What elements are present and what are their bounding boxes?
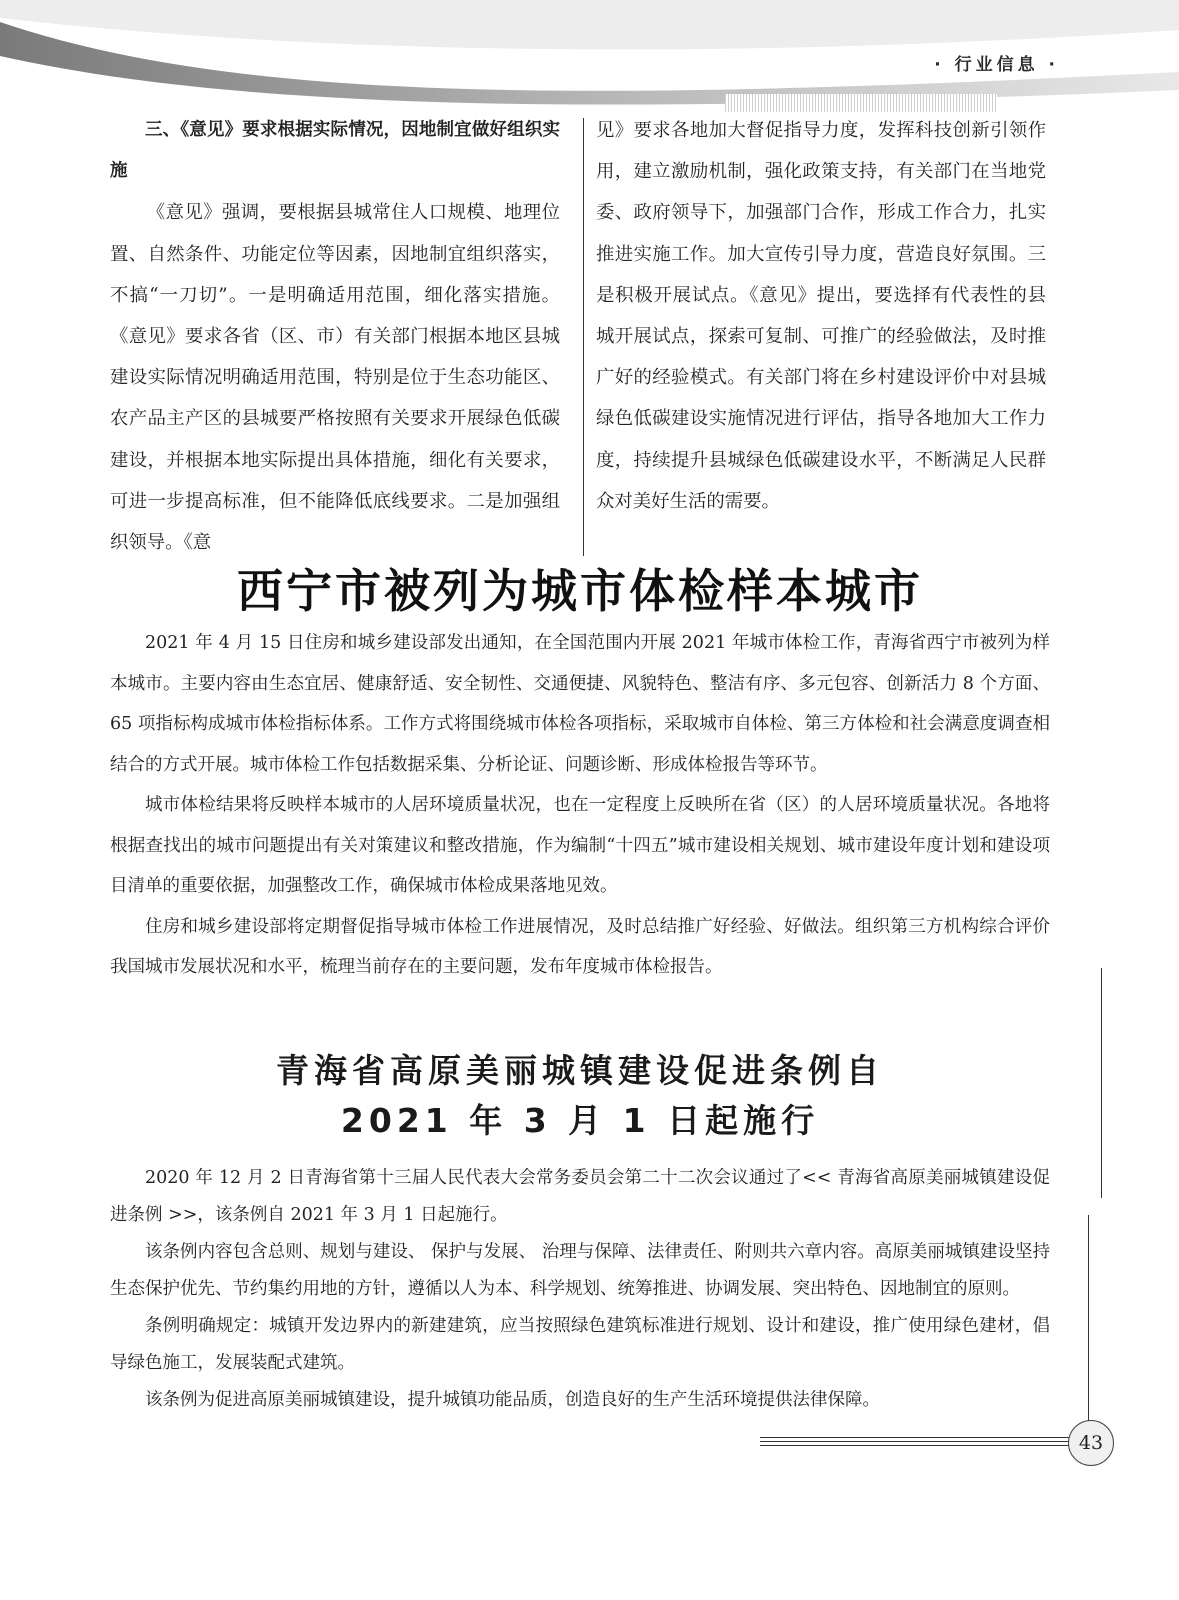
right-column [596, 110, 1046, 522]
section-label: · 行业信息 · [934, 55, 1059, 75]
article1-paragraph: 住房和城乡建设部将定期督促指导城市体检工作进展情况，及时总结推广好经验、好做法。组织第三方机构综合评价我国城市发展状况和水平，梳理当前存在的主要问题，发布年度城市体检报告。 [110, 916, 1050, 977]
decorative-horizontal-rule [760, 1437, 1072, 1438]
article2-title-line2: 2021 年 3 月 1 日起施行 [340, 1101, 820, 1140]
decorative-horizontal-rule [760, 1441, 1072, 1442]
article2-paragraph: 该条例为促进高原美丽城镇建设，提升城镇功能品质，创造良好的生产生活环境提供法律保障。 [145, 1390, 880, 1410]
article1-body [110, 623, 1050, 988]
article2-title-line1: 青海省高原美丽城镇建设促进条例自 [276, 1051, 884, 1090]
article2-paragraph: 条例明确规定：城镇开发边界内的新建建筑，应当按照绿色建筑标准进行规划、设计和建设，推广使用绿色建材，倡导绿色施工，发展装配式建筑。 [110, 1316, 1050, 1373]
article1-title: 西宁市被列为城市体检样本城市 [237, 564, 923, 618]
decorative-vertical-rule [1088, 1215, 1089, 1425]
article2-body [110, 1160, 1050, 1419]
right-column-paragraph: 见》要求各地加大督促指导力度，发挥科技创新引领作用，建立激励机制，强化政策支持，有关部门在当地党委、政府领导下，加强部门合作，形成工作合力，扎实推进实施工作。加大宣传引导力度，营造良好氛围。三是积极开展试点。《意见》提出，要选择有代表性的县城开展试点，探索可复制、可推广的经验做法，及时推广好的经验模式。有关部门将在乡村建设评价中对县城绿色低碳建设实施情况进行评估，指导各地加大工作力度，持续提升县城绿色低碳建设水平，不断满足人民群众对美好生活的需要。 [596, 120, 1046, 512]
decorative-vertical-rule [1101, 968, 1102, 1198]
left-column [110, 110, 560, 563]
column-divider [583, 118, 584, 556]
article2-paragraph: 该条例内容包含总则、规划与建设、 保护与发展、 治理与保障、法律责任、附则共六章内容。高原美丽城镇建设坚持生态保护优先、节约集约用地的方针，遵循以人为本、科学规划、统筹推进、协调发展、突出特色、因地制宜的原则。 [110, 1242, 1050, 1299]
article2-title [110, 1046, 1050, 1146]
page-number: 43 [1068, 1420, 1114, 1466]
section-subheading: 三、《意见》要求根据实际情况，因地制宜做好组织实施 [110, 120, 560, 182]
decorative-horizontal-rule [760, 1445, 1072, 1446]
article2-paragraph: 2020 年 12 月 2 日青海省第十三届人民代表大会常务委员会第二十二次会议通过了<< 青海省高原美丽城镇建设促进条例 >>，该条例自 2021 年 3 月 1 日起施行。 [110, 1168, 1050, 1225]
article1-paragraph: 城市体检结果将反映样本城市的人居环境质量状况，也在一定程度上反映所在省（区）的人居环境质量状况。各地将根据查找出的城市问题提出有关对策建议和整改措施，作为编制“十四五”城市建设相关规划、城市建设年度计划和建设项目清单的重要依据，加强整改工作，确保城市体检成果落地见效。 [110, 795, 1050, 896]
article1-paragraph: 2021 年 4 月 15 日住房和城乡建设部发出通知，在全国范围内开展 2021 年城市体检工作，青海省西宁市被列为样本城市。主要内容由生态宜居、健康舒适、安全韧性、交通便捷、风貌特色、整洁有序、多元包容、创新活力 8 个方面、65 项指标构成城市体检指标体系。工作方式将围绕城市体检各项指标，采取城市自体检、第三方体检和社会满意度调查相结合的方式开展。城市体检工作包括数据采集、分析论证、问题诊断、形成体检报告等环节。 [110, 633, 1050, 775]
left-column-paragraph: 《意见》强调，要根据县城常住人口规模、地理位置、自然条件、功能定位等因素，因地制宜组织落实，不搞“一刀切”。一是明确适用范围，细化落实措施。《意见》要求各省（区、市）有关部门根据本地区县城建设实际情况明确适用范围，特别是位于生态功能区、农产品主产区的县城要严格按照有关要求开展绿色低碳建设，并根据本地实际提出具体措施，细化有关要求，可进一步提高标准，但不能降低底线要求。二是加强组织领导。《意 [110, 202, 560, 554]
